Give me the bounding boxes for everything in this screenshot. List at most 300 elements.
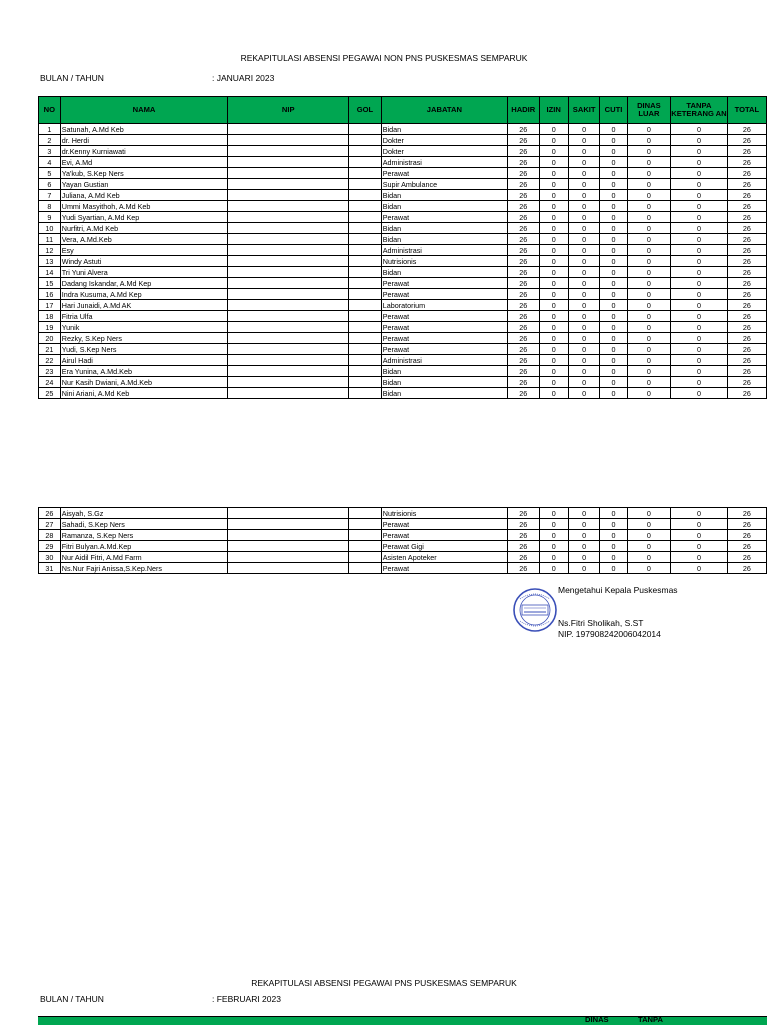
cell-dinas: 0: [627, 223, 671, 234]
cell-izin: 0: [539, 366, 568, 377]
cell-jabatan: Nutrisionis: [381, 508, 507, 519]
cell-hadir: 26: [507, 179, 539, 190]
cell-gol: [349, 322, 382, 333]
cell-nip: [228, 157, 349, 168]
cell-gol: [349, 168, 382, 179]
cell-izin: 0: [539, 201, 568, 212]
cell-tanpa: 0: [671, 508, 728, 519]
cell-sakit: 0: [568, 311, 600, 322]
cell-sakit: 0: [568, 300, 600, 311]
table-row: [39, 366, 767, 377]
cell-gol: [349, 355, 382, 366]
cell-tanpa: 0: [671, 223, 728, 234]
cell-no: 28: [39, 530, 61, 541]
cell-izin: 0: [539, 563, 568, 574]
cell-total: 26: [727, 201, 766, 212]
table-row: [39, 322, 767, 333]
cell-total: 26: [727, 124, 766, 135]
cell-nip: [228, 311, 349, 322]
report2-title: REKAPITULASI ABSENSI PEGAWAI PNS PUSKESMAS SEMPARUK: [251, 978, 517, 988]
cell-total: 26: [727, 333, 766, 344]
table-row: [39, 278, 767, 289]
cell-gol: [349, 563, 382, 574]
cell-tanpa: 0: [671, 344, 728, 355]
table-row: [39, 289, 767, 300]
cell-dinas: 0: [627, 377, 671, 388]
cell-no: 31: [39, 563, 61, 574]
col-header-dinas-luar: DINAS LUAR: [627, 97, 671, 124]
period-value: : JANUARI 2023: [212, 73, 275, 83]
cell-jabatan: Administrasi: [381, 157, 507, 168]
cell-sakit: 0: [568, 168, 600, 179]
cell-total: 26: [727, 377, 766, 388]
cell-nama: Ramanza, S.Kep Ners: [60, 530, 228, 541]
cell-gol: [349, 366, 382, 377]
cell-dinas: 0: [627, 201, 671, 212]
cell-gol: [349, 289, 382, 300]
cell-total: 26: [727, 344, 766, 355]
cell-izin: 0: [539, 179, 568, 190]
cell-nip: [228, 267, 349, 278]
cell-dinas: 0: [627, 168, 671, 179]
cell-sakit: 0: [568, 278, 600, 289]
cell-gol: [349, 552, 382, 563]
table-row: [39, 245, 767, 256]
table-row: [39, 563, 767, 574]
period-label: BULAN / TAHUN: [40, 73, 104, 83]
cell-dinas: 0: [627, 333, 671, 344]
col-header-jabatan: JABATAN: [381, 97, 507, 124]
cell-cuti: 0: [600, 168, 627, 179]
signatory-name: Ns.Fitri Sholikah, S.ST: [558, 618, 644, 628]
cell-dinas: 0: [627, 124, 671, 135]
cell-no: 20: [39, 333, 61, 344]
cell-nip: [228, 234, 349, 245]
cell-tanpa: 0: [671, 190, 728, 201]
table-row: [39, 333, 767, 344]
cell-no: 14: [39, 267, 61, 278]
signatory-nip: NIP. 197908242006042014: [558, 629, 661, 639]
cell-nip: [228, 168, 349, 179]
cell-hadir: 26: [507, 541, 539, 552]
cell-total: 26: [727, 190, 766, 201]
cell-nip: [228, 201, 349, 212]
cell-no: 4: [39, 157, 61, 168]
cell-cuti: 0: [600, 267, 627, 278]
cell-sakit: 0: [568, 190, 600, 201]
table-row: [39, 190, 767, 201]
cell-nama: Ummi Masyithoh, A.Md Keb: [60, 201, 228, 212]
cell-izin: 0: [539, 234, 568, 245]
cell-no: 17: [39, 300, 61, 311]
cell-hadir: 26: [507, 311, 539, 322]
cell-gol: [349, 311, 382, 322]
cell-jabatan: Bidan: [381, 377, 507, 388]
cell-no: 12: [39, 245, 61, 256]
cell-nip: [228, 245, 349, 256]
cell-hadir: 26: [507, 135, 539, 146]
cell-tanpa: 0: [671, 234, 728, 245]
cell-cuti: 0: [600, 245, 627, 256]
cell-hadir: 26: [507, 256, 539, 267]
cell-gol: [349, 124, 382, 135]
cell-cuti: 0: [600, 234, 627, 245]
cell-dinas: 0: [627, 355, 671, 366]
report2-header-tanpa: TANPA: [638, 1015, 664, 1024]
cell-no: 18: [39, 311, 61, 322]
cell-hadir: 26: [507, 388, 539, 399]
cell-tanpa: 0: [671, 201, 728, 212]
cell-no: 1: [39, 124, 61, 135]
cell-gol: [349, 245, 382, 256]
table-row: [39, 124, 767, 135]
cell-izin: 0: [539, 190, 568, 201]
cell-sakit: 0: [568, 344, 600, 355]
cell-sakit: 0: [568, 267, 600, 278]
cell-dinas: 0: [627, 146, 671, 157]
cell-cuti: 0: [600, 322, 627, 333]
table-row: [39, 552, 767, 563]
cell-jabatan: Perawat: [381, 212, 507, 223]
cell-nama: Aisyah, S.Gz: [60, 508, 228, 519]
cell-izin: 0: [539, 300, 568, 311]
table-row: [39, 344, 767, 355]
cell-dinas: 0: [627, 322, 671, 333]
cell-nama: dr.Kenny Kurniawati: [60, 146, 228, 157]
cell-jabatan: Administrasi: [381, 355, 507, 366]
cell-nama: Dadang Iskandar, A.Md Kep: [60, 278, 228, 289]
cell-jabatan: Supir Ambulance: [381, 179, 507, 190]
cell-nip: [228, 563, 349, 574]
cell-tanpa: 0: [671, 245, 728, 256]
cell-izin: 0: [539, 508, 568, 519]
report2-period-value: : FEBRUARI 2023: [212, 994, 281, 1004]
cell-hadir: 26: [507, 563, 539, 574]
cell-gol: [349, 377, 382, 388]
cell-jabatan: Dokter: [381, 146, 507, 157]
cell-sakit: 0: [568, 157, 600, 168]
cell-nama: Yudi Syartian, A.Md Kep: [60, 212, 228, 223]
cell-no: 26: [39, 508, 61, 519]
cell-total: 26: [727, 179, 766, 190]
cell-tanpa: 0: [671, 388, 728, 399]
cell-no: 23: [39, 366, 61, 377]
cell-dinas: 0: [627, 212, 671, 223]
cell-cuti: 0: [600, 256, 627, 267]
cell-nip: [228, 278, 349, 289]
cell-jabatan: Dokter: [381, 135, 507, 146]
cell-gol: [349, 212, 382, 223]
cell-cuti: 0: [600, 190, 627, 201]
cell-nama: Rezky, S.Kep Ners: [60, 333, 228, 344]
cell-nip: [228, 541, 349, 552]
cell-no: 6: [39, 179, 61, 190]
cell-nama: Fitri Bulyan.A.Md.Kep: [60, 541, 228, 552]
table-row: [39, 355, 767, 366]
cell-izin: 0: [539, 311, 568, 322]
cell-gol: [349, 519, 382, 530]
cell-jabatan: Perawat: [381, 530, 507, 541]
table-row: [39, 530, 767, 541]
cell-dinas: 0: [627, 519, 671, 530]
report2-period-label: BULAN / TAHUN: [40, 994, 104, 1004]
cell-izin: 0: [539, 267, 568, 278]
cell-tanpa: 0: [671, 355, 728, 366]
table-row: [39, 508, 767, 519]
cell-sakit: 0: [568, 234, 600, 245]
cell-jabatan: Bidan: [381, 124, 507, 135]
cell-izin: 0: [539, 168, 568, 179]
cell-hadir: 26: [507, 366, 539, 377]
table-row: [39, 377, 767, 388]
cell-cuti: 0: [600, 541, 627, 552]
cell-sakit: 0: [568, 563, 600, 574]
cell-total: 26: [727, 530, 766, 541]
cell-jabatan: Bidan: [381, 223, 507, 234]
cell-nama: Nini Ariani, A.Md Keb: [60, 388, 228, 399]
cell-dinas: 0: [627, 245, 671, 256]
cell-nama: Yayan Gustian: [60, 179, 228, 190]
cell-sakit: 0: [568, 541, 600, 552]
cell-hadir: 26: [507, 168, 539, 179]
col-header-gol: GOL: [349, 97, 382, 124]
cell-tanpa: 0: [671, 563, 728, 574]
col-header-hadir: HADIR: [507, 97, 539, 124]
table-row: [39, 135, 767, 146]
cell-sakit: 0: [568, 289, 600, 300]
cell-gol: [349, 267, 382, 278]
cell-no: 13: [39, 256, 61, 267]
cell-nip: [228, 508, 349, 519]
cell-no: 21: [39, 344, 61, 355]
cell-hadir: 26: [507, 322, 539, 333]
cell-izin: 0: [539, 322, 568, 333]
cell-tanpa: 0: [671, 333, 728, 344]
cell-sakit: 0: [568, 552, 600, 563]
cell-izin: 0: [539, 146, 568, 157]
cell-izin: 0: [539, 541, 568, 552]
cell-hadir: 26: [507, 201, 539, 212]
cell-total: 26: [727, 508, 766, 519]
cell-hadir: 26: [507, 300, 539, 311]
cell-no: 22: [39, 355, 61, 366]
cell-izin: 0: [539, 355, 568, 366]
cell-sakit: 0: [568, 377, 600, 388]
table-row: [39, 267, 767, 278]
cell-sakit: 0: [568, 333, 600, 344]
cell-hadir: 26: [507, 234, 539, 245]
cell-cuti: 0: [600, 508, 627, 519]
table-row: [39, 168, 767, 179]
cell-nama: Esy: [60, 245, 228, 256]
table-row: [39, 519, 767, 530]
cell-cuti: 0: [600, 563, 627, 574]
cell-gol: [349, 344, 382, 355]
table-header-row: [39, 97, 767, 124]
cell-tanpa: 0: [671, 168, 728, 179]
cell-cuti: 0: [600, 223, 627, 234]
cell-nama: Era Yunina, A.Md.Keb: [60, 366, 228, 377]
cell-dinas: 0: [627, 135, 671, 146]
cell-cuti: 0: [600, 333, 627, 344]
cell-hadir: 26: [507, 223, 539, 234]
cell-cuti: 0: [600, 157, 627, 168]
cell-nama: Tri Yuni Alvera: [60, 267, 228, 278]
cell-sakit: 0: [568, 212, 600, 223]
cell-tanpa: 0: [671, 311, 728, 322]
cell-izin: 0: [539, 552, 568, 563]
cell-cuti: 0: [600, 289, 627, 300]
cell-sakit: 0: [568, 519, 600, 530]
cell-dinas: 0: [627, 157, 671, 168]
cell-tanpa: 0: [671, 289, 728, 300]
cell-nip: [228, 322, 349, 333]
cell-total: 26: [727, 234, 766, 245]
cell-jabatan: Perawat: [381, 311, 507, 322]
cell-total: 26: [727, 212, 766, 223]
cell-nama: Nur Aidil Fitri, A.Md Farm: [60, 552, 228, 563]
cell-gol: [349, 541, 382, 552]
col-header-cuti: CUTI: [600, 97, 627, 124]
cell-jabatan: Bidan: [381, 234, 507, 245]
cell-nip: [228, 366, 349, 377]
cell-gol: [349, 190, 382, 201]
cell-jabatan: Laboratorium: [381, 300, 507, 311]
table-row: [39, 146, 767, 157]
cell-tanpa: 0: [671, 256, 728, 267]
cell-nip: [228, 190, 349, 201]
cell-no: 2: [39, 135, 61, 146]
cell-hadir: 26: [507, 377, 539, 388]
cell-total: 26: [727, 366, 766, 377]
cell-sakit: 0: [568, 201, 600, 212]
cell-tanpa: 0: [671, 179, 728, 190]
cell-dinas: 0: [627, 190, 671, 201]
cell-sakit: 0: [568, 355, 600, 366]
cell-total: 26: [727, 388, 766, 399]
cell-sakit: 0: [568, 366, 600, 377]
cell-jabatan: Perawat: [381, 344, 507, 355]
cell-total: 26: [727, 322, 766, 333]
cell-no: 7: [39, 190, 61, 201]
cell-cuti: 0: [600, 552, 627, 563]
cell-jabatan: Bidan: [381, 190, 507, 201]
cell-cuti: 0: [600, 300, 627, 311]
cell-sakit: 0: [568, 124, 600, 135]
cell-nama: Juliana, A.Md Keb: [60, 190, 228, 201]
cell-nip: [228, 333, 349, 344]
cell-nip: [228, 519, 349, 530]
cell-no: 11: [39, 234, 61, 245]
cell-gol: [349, 278, 382, 289]
cell-jabatan: Bidan: [381, 366, 507, 377]
col-header-izin: IZIN: [539, 97, 568, 124]
cell-total: 26: [727, 552, 766, 563]
cell-total: 26: [727, 146, 766, 157]
cell-tanpa: 0: [671, 366, 728, 377]
cell-izin: 0: [539, 245, 568, 256]
table-row: [39, 212, 767, 223]
cell-cuti: 0: [600, 366, 627, 377]
cell-hadir: 26: [507, 278, 539, 289]
cell-gol: [349, 333, 382, 344]
table-row: [39, 234, 767, 245]
cell-nama: Windy Astuti: [60, 256, 228, 267]
cell-cuti: 0: [600, 278, 627, 289]
cell-cuti: 0: [600, 519, 627, 530]
cell-jabatan: Perawat: [381, 278, 507, 289]
cell-no: 8: [39, 201, 61, 212]
cell-jabatan: Perawat: [381, 519, 507, 530]
cell-sakit: 0: [568, 530, 600, 541]
cell-tanpa: 0: [671, 552, 728, 563]
cell-no: 9: [39, 212, 61, 223]
cell-no: 24: [39, 377, 61, 388]
cell-sakit: 0: [568, 179, 600, 190]
cell-nama: Nurfitri, A.Md Keb: [60, 223, 228, 234]
cell-dinas: 0: [627, 311, 671, 322]
cell-nip: [228, 355, 349, 366]
cell-dinas: 0: [627, 278, 671, 289]
cell-hadir: 26: [507, 212, 539, 223]
cell-hadir: 26: [507, 552, 539, 563]
cell-izin: 0: [539, 289, 568, 300]
cell-hadir: 26: [507, 267, 539, 278]
cell-no: 5: [39, 168, 61, 179]
cell-izin: 0: [539, 124, 568, 135]
cell-jabatan: Bidan: [381, 267, 507, 278]
cell-tanpa: 0: [671, 146, 728, 157]
cell-sakit: 0: [568, 245, 600, 256]
cell-gol: [349, 530, 382, 541]
cell-gol: [349, 146, 382, 157]
cell-nip: [228, 135, 349, 146]
cell-dinas: 0: [627, 300, 671, 311]
cell-total: 26: [727, 563, 766, 574]
cell-tanpa: 0: [671, 530, 728, 541]
cell-dinas: 0: [627, 530, 671, 541]
cell-nama: Sahadi, S.Kep Ners: [60, 519, 228, 530]
cell-nip: [228, 552, 349, 563]
cell-nama: Ns.Nur Fajri Anissa,S.Kep.Ners: [60, 563, 228, 574]
cell-izin: 0: [539, 223, 568, 234]
cell-dinas: 0: [627, 344, 671, 355]
cell-total: 26: [727, 135, 766, 146]
cell-cuti: 0: [600, 124, 627, 135]
cell-no: 10: [39, 223, 61, 234]
cell-total: 26: [727, 157, 766, 168]
cell-hadir: 26: [507, 124, 539, 135]
cell-dinas: 0: [627, 366, 671, 377]
cell-dinas: 0: [627, 508, 671, 519]
cell-jabatan: Perawat: [381, 168, 507, 179]
cell-dinas: 0: [627, 563, 671, 574]
cell-cuti: 0: [600, 179, 627, 190]
cell-total: 26: [727, 245, 766, 256]
table-row: [39, 157, 767, 168]
cell-nip: [228, 179, 349, 190]
cell-sakit: 0: [568, 146, 600, 157]
cell-izin: 0: [539, 212, 568, 223]
cell-cuti: 0: [600, 311, 627, 322]
cell-gol: [349, 300, 382, 311]
cell-jabatan: Administrasi: [381, 245, 507, 256]
cell-izin: 0: [539, 530, 568, 541]
cell-cuti: 0: [600, 377, 627, 388]
attendance-table-continued: [38, 507, 767, 574]
cell-dinas: 0: [627, 541, 671, 552]
cell-nama: Hari Junaidi, A.Md AK: [60, 300, 228, 311]
